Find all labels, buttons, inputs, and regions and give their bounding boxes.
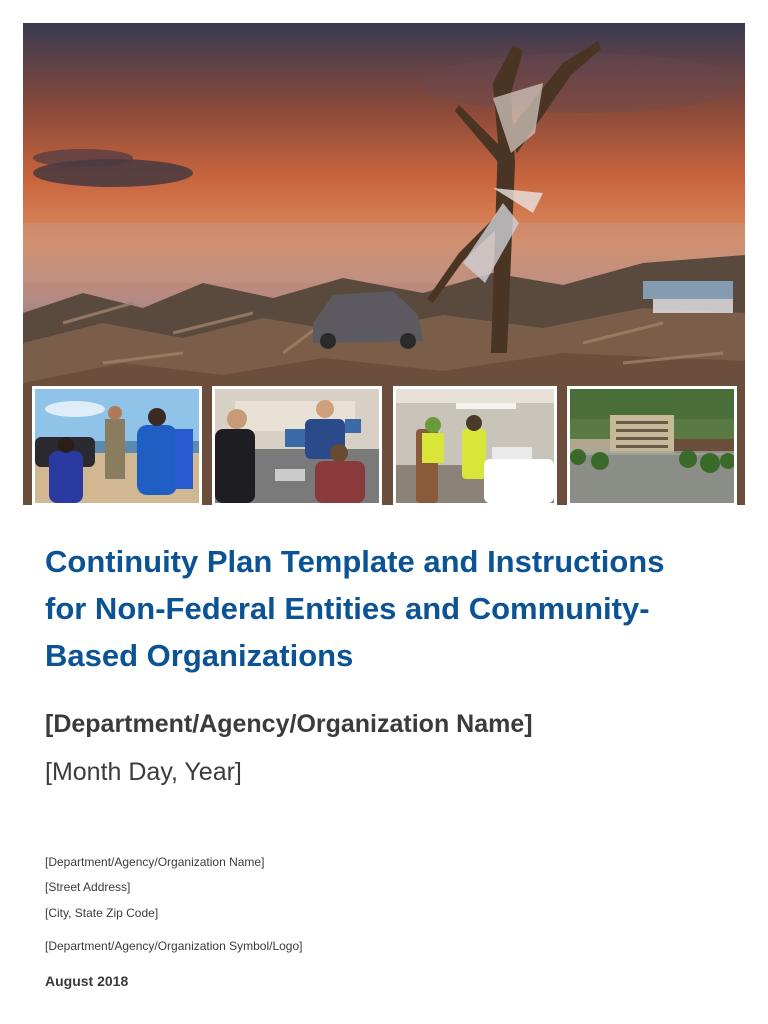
organization-name-placeholder: [Department/Agency/Organization Name]	[45, 710, 533, 738]
thumbnail-hospital-responders-photo	[393, 386, 557, 506]
address-symbol-logo: [Department/Agency/Organization Symbol/Logo]	[45, 939, 303, 953]
date-placeholder: [Month Day, Year]	[45, 758, 242, 786]
address-organization-name: [Department/Agency/Organization Name]	[45, 855, 265, 869]
address-street: [Street Address]	[45, 880, 131, 894]
document-title	[45, 538, 735, 679]
thumbnail-flooded-building-photo	[567, 386, 737, 506]
publication-date: August 2018	[45, 973, 129, 989]
title-line-1: Continuity Plan Template and Instructions	[45, 544, 665, 579]
title-line-3: Based Organizations	[45, 638, 354, 673]
title-line-2: for Non-Federal Entities and Community-	[45, 591, 650, 626]
address-city-state-zip: [City, State Zip Code]	[45, 906, 159, 920]
thumbnail-first-responders-photo	[32, 386, 202, 506]
thumbnail-operations-center-photo	[212, 386, 382, 506]
